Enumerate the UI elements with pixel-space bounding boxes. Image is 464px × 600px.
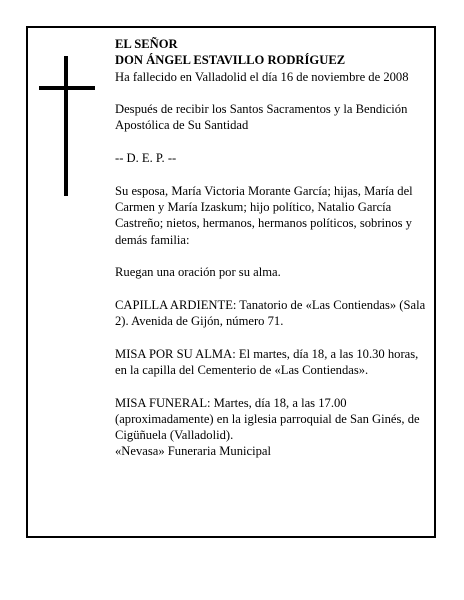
cross-icon-horizontal-bar <box>39 86 95 90</box>
sacraments-statement: Después de recibir los Santos Sacramentos y la Bendición Apostólica de Su Santidad <box>115 102 408 133</box>
cross-icon-vertical-bar <box>64 56 68 196</box>
death-statement: Ha fallecido en Valladolid el día 16 de noviembre de 2008 <box>115 69 409 84</box>
family-list: Su esposa, María Victoria Morante García; hijas, María del Carmen y María Izaskum; hijo político, Natalio García Castreño; nietos, hermanos, hermanos políticos, sobrinos y demás familia: <box>115 183 413 247</box>
mass-info: MISA POR SU ALMA: El martes, día 18, a las 10.30 horas, en la capilla del Cementerio de «Las Contiendas». <box>115 346 419 377</box>
deceased-name: DON ÁNGEL ESTAVILLO RODRÍGUEZ <box>115 53 346 68</box>
obituary-text <box>115 36 431 460</box>
chapel-info: CAPILLA ARDIENTE: Tanatorio de «Las Contiendas» (Sala 2). Avenida de Gijón, número 71. <box>115 297 426 329</box>
funeral-home: «Nevasa» Funeraria Municipal <box>115 444 271 459</box>
funeral-info: MISA FUNERAL: Martes, día 18, a las 17.00 (aproximadamente) en la iglesia parroquial de San Ginés, de Cigüñuela (Valladolid). <box>115 395 420 443</box>
obituary-title: EL SEÑOR <box>115 37 178 51</box>
prayer-request: Ruegan una oración por su alma. <box>115 265 281 280</box>
rip-line: -- D. E. P. -- <box>115 151 177 166</box>
